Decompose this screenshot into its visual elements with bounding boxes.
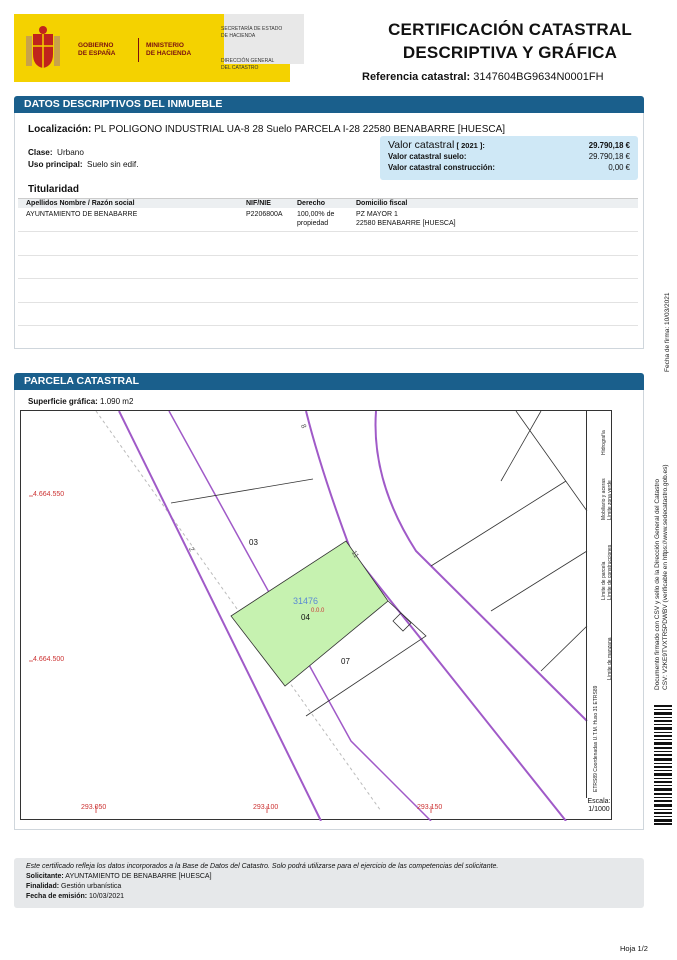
table-row	[18, 232, 638, 256]
superficie-row: Superficie gráfica: 1.090 m2	[28, 397, 134, 406]
coord-x1: 293.050	[81, 804, 107, 811]
table-row	[18, 256, 638, 280]
secretaria-name: SECRETARÍA DE ESTADO DE HACIENDA	[221, 26, 283, 39]
side-fecha-firma: Fecha de firma: 10/03/2021	[664, 292, 671, 372]
legend-item: Mobiliario y aceras	[601, 478, 607, 520]
side-signature-line1: Documento firmado con CSV y sello de la Dirección General del Catastro	[654, 479, 661, 690]
valor-construccion-row: Valor catastral construcción: 0,00 €	[388, 163, 630, 172]
document-title: CERTIFICACIÓN CATASTRAL DESCRIPTIVA Y GRÁFICA	[388, 20, 632, 62]
street-number-8: 8	[298, 423, 307, 430]
titularidad-heading: Titularidad	[28, 184, 79, 195]
titularidad-table	[18, 198, 638, 350]
ministry-name: MINISTERIO DE HACIENDA	[146, 42, 192, 57]
coat-of-arms-icon	[22, 26, 64, 72]
direccion-name: DIRECCIÓN GENERAL DEL CATASTRO	[221, 58, 275, 71]
uso-row: Uso principal: Suelo sin edif.	[28, 160, 139, 169]
parcel-label-04: 04	[301, 613, 310, 622]
map-legend	[586, 410, 612, 798]
legend-item: Límite de manzana	[607, 637, 613, 680]
cadastral-map	[20, 410, 612, 820]
map-scale: Escala: 1/1000	[587, 798, 611, 813]
parcel-number: 31476	[293, 596, 319, 606]
clase-row: Clase: Urbano	[28, 148, 84, 157]
parcel-label-03: 03	[249, 538, 258, 547]
section-datos-title: DATOS DESCRIPTIVOS DEL INMUEBLE	[14, 96, 644, 113]
valor-catastral-box	[380, 136, 638, 180]
localizacion: Localización: PL POLIGONO INDUSTRIAL UA-8 28 Suelo PARCELA I-28 22580 BENABARRE [HUESCA]	[28, 124, 506, 135]
legend-item: Límite zona verde	[607, 480, 613, 520]
valor-suelo-row: Valor catastral suelo: 29.790,18 €	[388, 152, 630, 161]
barcode-icon	[654, 705, 672, 825]
section-parcela-title: PARCELA CATASTRAL	[14, 373, 644, 390]
legend-item: Límite de parcela	[601, 561, 607, 600]
coord-y2: 4.664.500	[33, 656, 65, 663]
coord-x3: 293.150	[417, 804, 443, 811]
side-csv-line: CSV: V2KE9TVXTR5PDWBV (verificable en https://www.sedecatastro.gob.es)	[662, 464, 669, 690]
street-number-2: 2	[186, 546, 195, 553]
legend-item: Hidrografía	[601, 430, 607, 455]
coord-x2: 293.100	[253, 804, 279, 811]
valor-total-row: Valor catastral [ 2021 ]: 29.790,18 €	[388, 139, 630, 151]
coord-y1: 4.664.550	[33, 491, 65, 498]
parcel-sub: 0.0.0	[311, 608, 325, 614]
parcel-label-07: 07	[341, 657, 350, 666]
utm-note: ETRS89 Coordenadas U.T.M. Huso 31 ETRS89	[593, 685, 599, 792]
footer-box: Este certificado refleja los datos incorporados a la Base de Datos del Catastro. Solo podrá utilizarse para el ejercicio de las competencias del solicitante. Solicitante: AYUNTAMIENTO DE BENABARRE [HUESCA] Finalidad: Gestión urbanística Fecha de emisión: 10/03/2021	[14, 858, 644, 908]
street-number-11: 11	[349, 549, 360, 560]
gov-name: GOBIERNO DE ESPAÑA	[78, 42, 116, 57]
map-svg	[21, 411, 613, 821]
logo-divider	[138, 38, 139, 62]
page-number: Hoja 1/2	[620, 944, 648, 953]
table-row: AYUNTAMIENTO DE BENABARRE P2206800A 100,00% de propiedad PZ MAYOR 1 22580 BENABARRE [HUESCA]	[18, 208, 638, 232]
cadastral-reference: Referencia catastral: 3147604BG9634N0001FH	[362, 71, 604, 83]
secretaria-box	[224, 14, 304, 64]
table-header: Apellidos Nombre / Razón social NIF/NIE Derecho Domicilio fiscal	[18, 198, 638, 208]
legend-item: Límite de construcciones	[607, 544, 613, 600]
table-row	[18, 303, 638, 327]
table-row	[18, 279, 638, 303]
table-row	[18, 326, 638, 350]
